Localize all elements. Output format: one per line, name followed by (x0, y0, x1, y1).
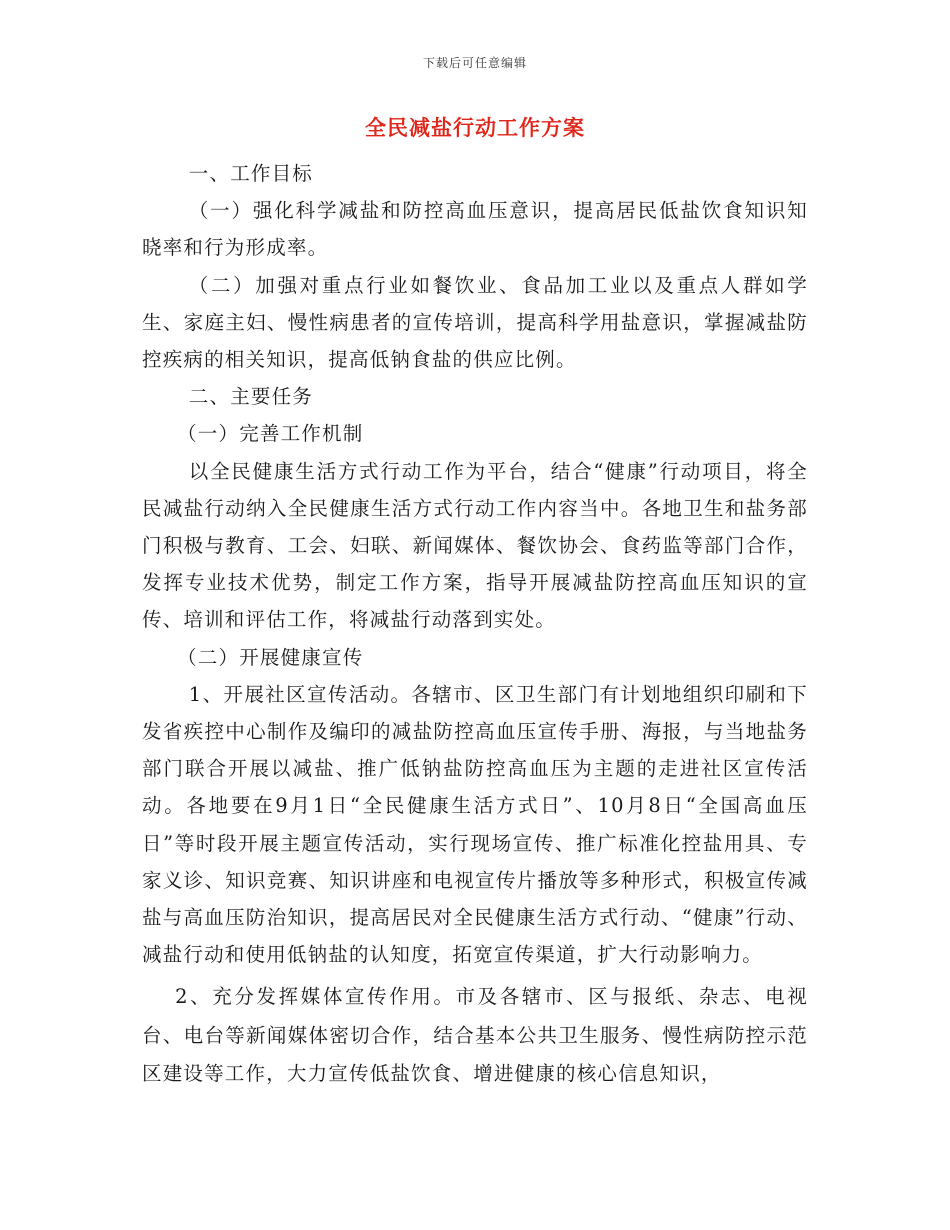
document-body (142, 155, 808, 1094)
paragraph-media: 2、充分发挥媒体宣传作用。市及各辖市、区与报纸、杂志、电视台、电台等新闻媒体密切合作，结合基本公共卫生服务、慢性病防控示范区建设等工作，大力宣传低盐饮食、增进健康的核心信息知识， (142, 985, 808, 1086)
subheading-publicity: （二）开展健康宣传 (177, 645, 364, 669)
paragraph-goal-1: （一）强化科学减盐和防控高血压意识，提高居民低盐饮食知识知晓率和行为形成率。 (142, 199, 808, 260)
section-heading-tasks: 二、主要任务 (188, 385, 313, 409)
document-title: 全民减盐行动工作方案 (365, 115, 585, 140)
section-heading-goals: 一、工作目标 (188, 162, 313, 185)
paragraph-goal-2: （二）加强对重点行业如餐饮业、食品加工业以及重点人群如学生、家庭主妇、慢性病患者的宣传培训，提高科学用盐意识，掌握减盐防控疾病的相关知识，提高低钠食盐的供应比例。 (142, 273, 808, 372)
header-note: 下载后可任意编辑 (422, 56, 527, 70)
subheading-mechanism: （一）完善工作机制 (177, 422, 364, 446)
paragraph-community: 1、开展社区宣传活动。各辖市、区卫生部门有计划地组织印刷和下发省疾控中心制作及编印的减盐防控高血压宣传手册、海报，与当地盐务部门联合开展以减盐、推广低钠盐防控高血压为主题的走进社区宣传活动。各地要在9月1日“全民健康生活方式日”、10月8日“全国高血压日”等时段开展主题宣传活动，实行现场宣传、推广标准化控盐用具、专家义诊、知识竞赛、知识讲座和电视宣传片播放等多种形式，积极宣传减盐与高血压防治知识，提高居民对全民健康生活方式行动、“健康”行动、减盐行动和使用低钠盐的认知度，拓宽宣传渠道，扩大行动影响力。 (142, 682, 808, 967)
paragraph-mechanism: 以全民健康生活方式行动工作为平台，结合“健康”行动项目，将全民减盐行动纳入全民健康生活方式行动工作内容当中。各地卫生和盐务部门积极与教育、工会、妇联、新闻媒体、餐饮协会、食药监等部门合作，发挥专业技术优势，制定工作方案，指导开展减盐防控高血压知识的宣传、培训和评估工作，将减盐行动落到实处。 (142, 459, 808, 632)
